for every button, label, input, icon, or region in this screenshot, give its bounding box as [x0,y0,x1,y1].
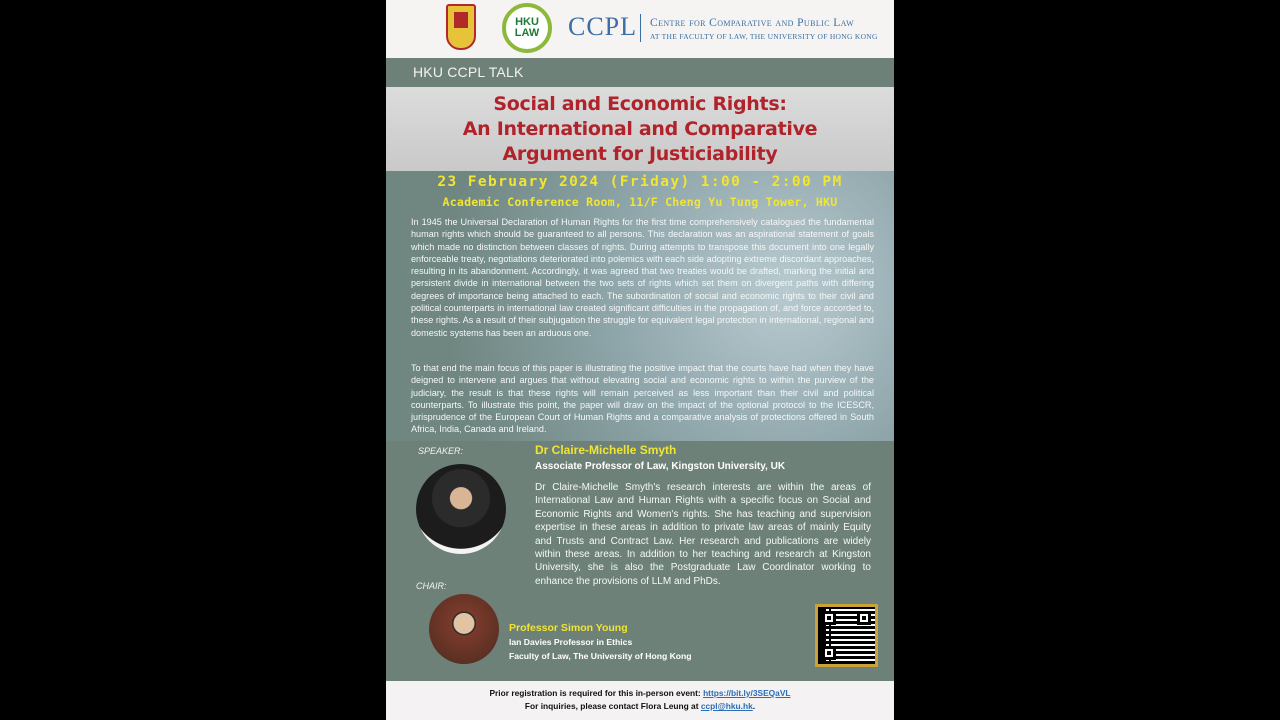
inquiry-line [386,700,894,713]
hku-law-logo [502,3,552,53]
talk-title [386,87,894,171]
hku-law-logo-top: HKU [515,16,539,28]
qr-finder-top-right [857,611,871,625]
chair-name: Professor Simon Young [509,622,628,634]
title-line-2: An International and Comparative [462,117,818,140]
inquiry-end: . [752,701,756,711]
qr-finder-bottom-left [822,646,836,660]
registration-link[interactable]: https://bit.ly/3SEQaVL [703,688,791,698]
speaker-bio: Dr Claire-Michelle Smyth's research interests are within the areas of International Law and Human Rights with a specific focus on Social and Economic Rights and Women's rights. She has teaching and supervision expertise in these areas in addition to private law areas of mainly Equity and Trusts and Contract Law. Her research and publications are widely within these areas. In addition to her teaching and research at Kingston University, she is also the Postgraduate Law Coordinator working to enhance the provisions of LLM and PhDs. [535,482,871,587]
title-line-3: Argument for Justiciability [502,142,778,165]
ccpl-logo: CCPL [568,12,638,41]
qr-finder-top-left [822,611,836,625]
talk-label: HKU CCPL TALK [413,64,524,80]
hku-law-logo-bottom: LAW [514,27,540,39]
chair-avatar [429,594,499,664]
registration-line [386,687,894,700]
ccpl-subtitle: AT THE FACULTY OF LAW, THE UNIVERSITY OF HONG KONG [650,32,878,41]
speaker-avatar [416,464,506,554]
registration-qr-code[interactable] [815,604,878,667]
speaker-name: Dr Claire-Michelle Smyth [535,443,677,457]
poster-footer [386,681,894,720]
title-line-1: Social and Economic Rights: [493,92,787,115]
registration-text: Prior registration is required for this in-person event: [489,688,704,698]
event-date-time: 23 February 2024 (Friday) 1:00 - 2:00 PM [437,174,843,190]
poster-header [386,0,894,58]
chair-affiliation: Faculty of Law, The University of Hong Kong [509,651,692,661]
speaker-label: SPEAKER: [418,446,464,456]
event-venue: Academic Conference Room, 11/F Cheng Yu Tung Tower, HKU [442,195,838,209]
logo-divider [640,14,641,42]
inquiry-email-link[interactable]: ccpl@hku.hk [700,701,753,711]
event-poster [386,0,894,720]
chair-title: Ian Davies Professor in Ethics [509,637,633,647]
chair-label: CHAIR: [416,581,447,591]
abstract-paragraph-2: To that end the main focus of this paper is illustrating the positive impact that the courts have had when they have deigned to intervene and argues that without elevating social and economic rights to within the purview of the judiciary, the result is that these rights will remain perceived as less important than their civil and political counterparts. To illustrate this point, the paper will draw on the impact of the optional protocol to the ICESCR, jurisprudence of the European Court of Human Rights and a comparative analysis of protections offered in South Africa, India, Canada and Ireland. [411,363,874,435]
speaker-title: Associate Professor of Law, Kingston University, UK [535,461,786,472]
abstract-paragraph-1: In 1945 the Universal Declaration of Human Rights for the first time comprehensively catalogued the fundamental human rights which should be guaranteed to all persons. This declaration was an aspirational statement of goals which made no distinction between classes of rights. During attempts to transpose this document into one legally enforceable treaty, negotiations deteriorated into polemics with each side adopting extreme discordant approaches, resulting in its abandonment. Accordingly, it was agreed that two treaties would be drafted, marking the initial and persistent divide in international between the two sets of rights which set them on divergent paths with differing degrees of importance being attached to each. The subordination of social and economic rights to their civil and political counterparts in international law created significant difficulties in the propagation of, and force accorded to, these rights. As a result of their subjugation the struggle for equivalent legal protection in international, regional and domestic systems has been an arduous one. [411,217,874,338]
inquiry-text: For inquiries, please contact Flora Leung at [524,701,701,711]
ccpl-full-name: Centre for Comparative and Public Law [650,17,855,29]
hku-crest-logo [446,4,476,50]
